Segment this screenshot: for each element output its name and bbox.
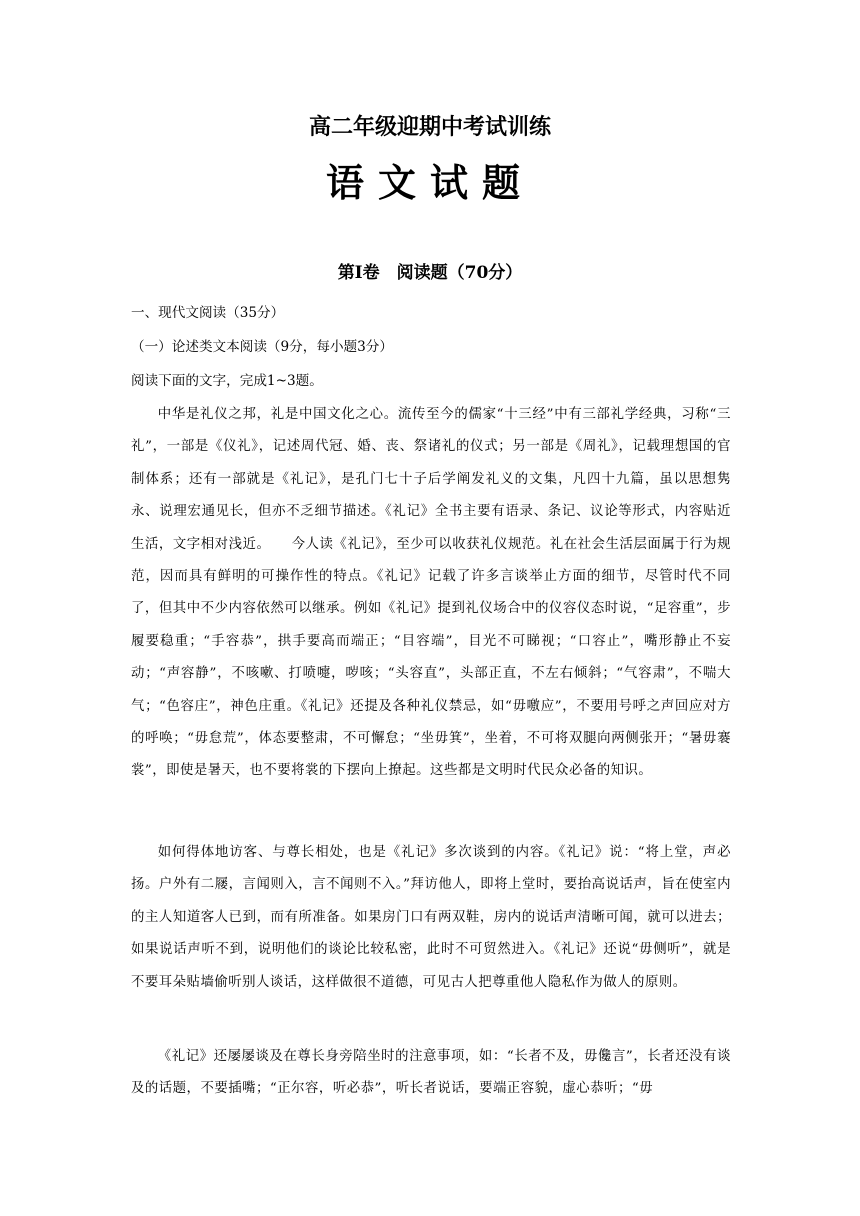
exam-subtitle: 高二年级迎期中考试训练 xyxy=(308,114,551,140)
part-one-heading: 一、现代文阅读（35分） xyxy=(131,305,285,321)
exam-title: 语文试题 xyxy=(325,160,534,205)
article-paragraph-2: 如何得体地访客、与尊长相处，也是《礼记》多次谈到的内容。《礼记》说：“将上堂，声必扬。户外有二屦，言闻则入，言不闻则不入。”拜访他人，即将上堂时，要抬高说话声，旨在使室内的主人知道客人已到，而有所准备。如果房门口有两双鞋，房内的说话声清晰可闻，就可以进去；如果说话声听不到，说明他们的谈论比较私密，此时不可贸然进入。《礼记》还说“毋侧听”，就是不要耳朵贴墙偷听别人谈话，这样做很不道德，可见古人把尊重他人隐私作为做人的原则。 xyxy=(131,845,731,990)
volume-heading: 第Ⅰ卷 阅读题（70分） xyxy=(337,263,523,283)
part-one-subheading: （一）论述类文本阅读（9分，每小题3分） xyxy=(131,339,393,355)
article-paragraph-1: 中华是礼仪之邦，礼是中国文化之心。流传至今的儒家“十三经”中有三部礼学经典，习称“三礼”，一部是《仪礼》，记述周代冠、婚、丧、祭诸礼的仪式；另一部是《周礼》，记载理想国的官制体系；还有一部就是《礼记》，是孔门七十子后学阐发礼义的文集，凡四十九篇，虽以思想隽永、说理宏通见长，但亦不乏细节描述。《礼记》全书主要有语录、条记、议论等形式，内容贴近生活，文字相对浅近。 今人读《礼记》，至少可以收获礼仪规范。礼在社会生活层面属于行为规范，因而具有鲜明的可操作性的特点。《礼记》记载了许多言谈举止方面的细节，尽管时代不同了，但其中不少内容依然可以继承。例如《礼记》提到礼仪场合中的仪容仪态时说，“足容重”，步履要稳重；“手容恭”，拱手要高而端正；“目容端”，目光不可睇视；“口容止”，嘴形静止不妄动；“声容静”，不咳嗽、打喷嚏，哕咳；“头容直”，头部正直，不左右倾斜；“气容肃”，不喘大气；“色容庄”，神色庄重。《礼记》还提及各种礼仪禁忌，如“毋噭应”，不要用号呼之声回应对方的呼唤；“毋怠荒”，体态要整肃，不可懈怠；“坐毋箕”，坐着，不可将双腿向两侧张开；“暑毋褰裳”，即使是暑天，也不要将裳的下摆向上撩起。这些都是文明时代民众必备的知识。 xyxy=(131,407,731,779)
reading-instruction: 阅读下面的文字，完成1~3题。 xyxy=(131,373,323,389)
article-paragraph-3: 《礼记》还屡屡谈及在尊长身旁陪坐时的注意事项，如：“长者不及，毋儳言”，长者还没有谈及的话题，不要插嘴；“正尔容，听必恭”，听长者说话，要端正容貌，虚心恭听；“毋 xyxy=(131,1049,731,1097)
